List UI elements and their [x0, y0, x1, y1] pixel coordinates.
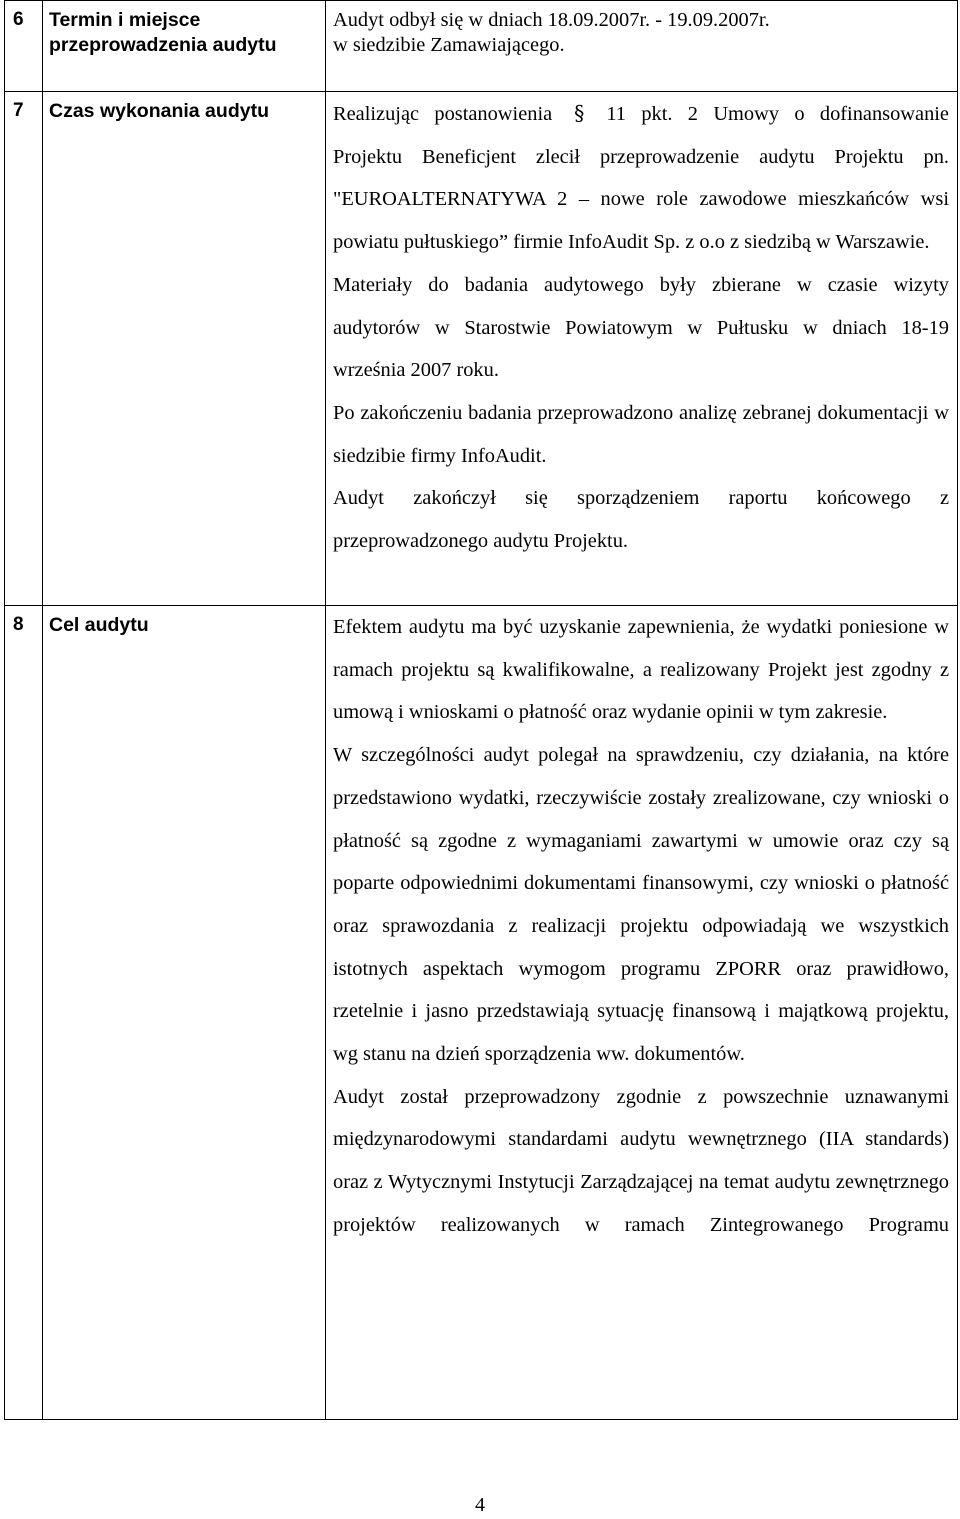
row-number: 6: [5, 1, 43, 92]
content-paragraph: W szczególności audyt polegał na sprawdzeniu, czy działania, na które przedstawiono wydatki, rzeczywiście zostały zrealizowane, czy wnioski o płatność są zgodne z wymaganiami zawartymi w umowie oraz czy są poparte odpowiednimi dokumentami finansowymi, czy wnioski o płatność oraz sprawozdania z realizacji projektu odpowiadają we wszystkich istotnych aspektach wymogom programu ZPORR oraz prawidłowo, rzetelnie i jasno przedstawiają sytuację finansową i majątkową projektu, wg stanu na dzień sporządzenia ww. dokumentów.: [333, 744, 949, 1066]
row-label: Cel audytu: [43, 606, 326, 1420]
content-paragraph: [333, 1, 949, 64]
row-label: Termin i miejsce przeprowadzenia audytu: [43, 1, 326, 92]
content-paragraph: Audyt zakończył się sporządzeniem raportu końcowego z przeprowadzonego audytu Projektu.: [333, 487, 949, 553]
content-paragraph: Materiały do badania audytowego były zbierane w czasie wizyty audytorów w Starostwie Powiatowym w Pułtusku w dniach 18-19 września 2007 roku.: [333, 273, 949, 382]
content-paragraph: Efektem audytu ma być uzyskanie zapewnienia, że wydatki poniesione w ramach projektu są kwalifikowalne, a realizowany Projekt jest zgodny z umową i wnioskami o płatność oraz wydanie opinii w tym zakresie.: [333, 616, 949, 724]
content-paragraph: [333, 92, 949, 264]
table-row: [5, 1, 958, 92]
content-paragraph: Po zakończeniu badania przeprowadzono analizę zebranej dokumentacji w siedzibie firmy InfoAudit.: [333, 401, 949, 467]
content-text: 11 pkt. 2 Umowy o dofinansowanie Projektu Beneficjent zlecił przeprowadzenie audytu Projektu pn. "EUROALTERNATYWA 2 – nowe role zawodowe mieszkańców wsi powiatu pułtuskiego” firmie InfoAudit Sp. z o.o z siedzibą w Warszawie.: [333, 103, 949, 254]
table-row: [5, 92, 958, 606]
row-number: 7: [5, 92, 43, 606]
content-paragraph: Audyt został przeprowadzony zgodnie z powszechnie uznawanymi międzynarodowymi standardami audytu wewnętrznego (IIA standards) oraz z Wytycznymi Instytucji Zarządzającej na temat audytu zewnętrznego projektów realizowanych w ramach Zintegrowanego Programu: [333, 1085, 949, 1236]
row-label: Czas wykonania audytu: [43, 92, 326, 606]
section-sign-icon: §: [574, 101, 585, 125]
content-line: Audyt odbył się w dniach 18.09.2007r. - 19.09.2007r.: [333, 9, 770, 31]
content-text: Realizując postanowienia: [333, 103, 553, 125]
row-content: [326, 1, 958, 92]
content-line: w siedzibie Zamawiającego.: [333, 34, 565, 56]
table-row: [5, 606, 958, 1420]
audit-info-table: [4, 0, 958, 1420]
row-content: [326, 92, 958, 606]
row-number: 8: [5, 606, 43, 1420]
row-content: [326, 606, 958, 1420]
page-number: 4: [475, 1494, 485, 1516]
